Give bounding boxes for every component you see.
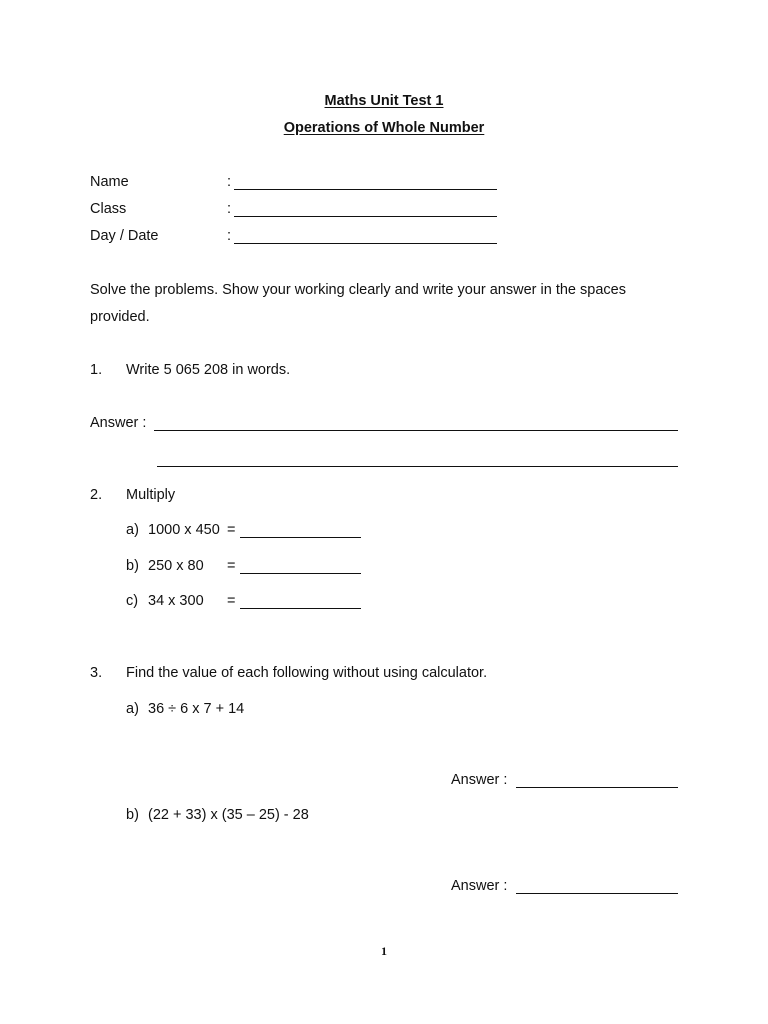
question-1-number: 1. — [90, 362, 103, 378]
question-2b-expression: 250 x 80 — [148, 558, 204, 574]
question-3a-answer-label: Answer : — [451, 772, 508, 788]
question-2c-letter: c) — [126, 593, 139, 609]
question-3b-expression: (22 + 33) x (35 – 25) - 28 — [148, 807, 309, 823]
instructions-line-2: provided. — [90, 309, 150, 325]
class-field[interactable] — [234, 216, 497, 217]
date-field[interactable] — [234, 243, 497, 244]
question-3b-letter: b) — [126, 807, 139, 823]
question-1-answer-line-2[interactable] — [157, 466, 678, 467]
question-3a-expression: 36 ÷ 6 x 7 + 14 — [148, 701, 245, 717]
name-colon: : — [227, 174, 232, 190]
question-3b-answer-line[interactable] — [516, 893, 678, 894]
question-2c-equals: = — [227, 593, 236, 609]
question-3-text: Find the value of each following without using calculator. — [126, 665, 488, 681]
class-colon: : — [227, 201, 232, 217]
date-colon: : — [227, 228, 232, 244]
question-3a-answer-line[interactable] — [516, 787, 678, 788]
question-2a-expression: 1000 x 450 — [148, 522, 220, 538]
question-2a-letter: a) — [126, 522, 139, 538]
question-2-number: 2. — [90, 487, 103, 503]
date-label: Day / Date — [90, 228, 159, 244]
question-2b-answer-line[interactable] — [240, 573, 361, 574]
page-title: Maths Unit Test 1 — [324, 93, 444, 109]
question-2b-equals: = — [227, 558, 236, 574]
question-2a-answer-line[interactable] — [240, 537, 361, 538]
question-1-text: Write 5 065 208 in words. — [126, 362, 291, 378]
question-2c-expression: 34 x 300 — [148, 593, 204, 609]
class-label: Class — [90, 201, 127, 217]
question-2a-equals: = — [227, 522, 236, 538]
question-1-answer-label: Answer : — [90, 415, 147, 431]
page-subtitle: Operations of Whole Number — [283, 120, 485, 136]
page-number: 1 — [381, 944, 387, 958]
question-3a-letter: a) — [126, 701, 139, 717]
question-1-answer-line-1[interactable] — [154, 430, 678, 431]
name-label: Name — [90, 174, 129, 190]
question-2-text: Multiply — [126, 487, 176, 503]
instructions-line-1: Solve the problems. Show your working clearly and write your answer in the spaces — [90, 282, 626, 298]
name-field[interactable] — [234, 189, 497, 190]
question-2b-letter: b) — [126, 558, 139, 574]
question-2c-answer-line[interactable] — [240, 608, 361, 609]
question-3-number: 3. — [90, 665, 103, 681]
question-3b-answer-label: Answer : — [451, 878, 508, 894]
